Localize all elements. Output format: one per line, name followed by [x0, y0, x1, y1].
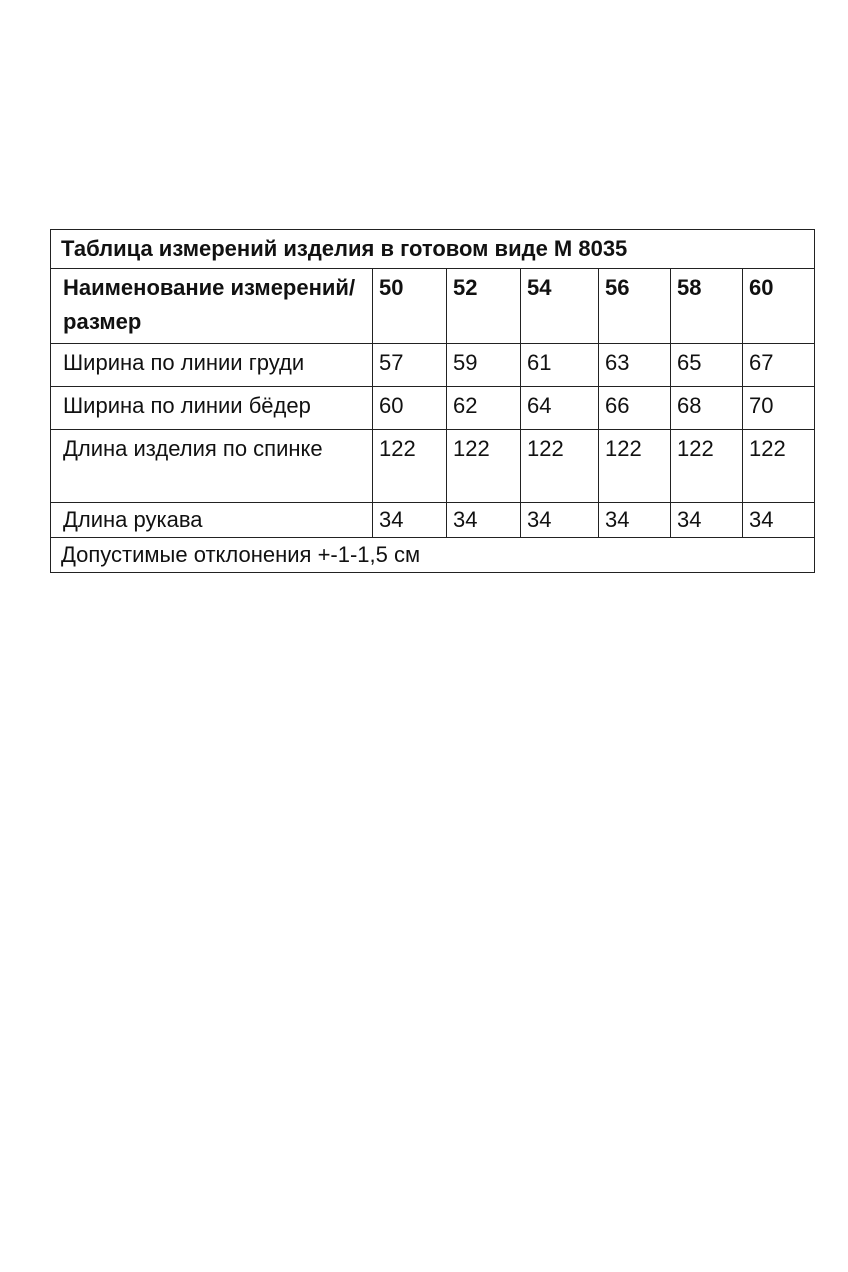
size-header: 52	[447, 269, 521, 344]
table-cell: 122	[373, 430, 447, 503]
table-cell: 63	[599, 344, 671, 387]
size-header: 50	[373, 269, 447, 344]
tolerance-note: Допустимые отклонения +-1-1,5 см	[51, 538, 815, 573]
row-name: Длина рукава	[51, 503, 373, 538]
table-cell: 64	[521, 387, 599, 430]
size-header: 58	[671, 269, 743, 344]
table-cell: 34	[599, 503, 671, 538]
table-cell: 61	[521, 344, 599, 387]
table-cell: 122	[671, 430, 743, 503]
table-title: Таблица измерений изделия в готовом виде М 8035	[51, 230, 815, 269]
table-cell: 122	[599, 430, 671, 503]
table-cell: 34	[447, 503, 521, 538]
table-cell: 34	[521, 503, 599, 538]
table-cell: 62	[447, 387, 521, 430]
size-header: 60	[743, 269, 815, 344]
table-row	[51, 344, 815, 387]
table-cell: 60	[373, 387, 447, 430]
measurements-table	[50, 229, 815, 573]
table-row	[51, 430, 815, 503]
row-name: Ширина по линии груди	[51, 344, 373, 387]
table-cell: 57	[373, 344, 447, 387]
header-label: Наименование измерений/размер	[51, 269, 373, 344]
table-cell: 59	[447, 344, 521, 387]
row-name: Длина изделия по спинке	[51, 430, 373, 503]
table-cell: 67	[743, 344, 815, 387]
size-header: 56	[599, 269, 671, 344]
table-title-row	[51, 230, 815, 269]
table-cell: 34	[743, 503, 815, 538]
table-cell: 122	[743, 430, 815, 503]
size-header: 54	[521, 269, 599, 344]
table-cell: 122	[447, 430, 521, 503]
table-cell: 122	[521, 430, 599, 503]
table-row	[51, 387, 815, 430]
table-cell: 34	[671, 503, 743, 538]
table-cell: 34	[373, 503, 447, 538]
table-row	[51, 503, 815, 538]
table-header-row	[51, 269, 815, 344]
row-name: Ширина по линии бёдер	[51, 387, 373, 430]
table-cell: 66	[599, 387, 671, 430]
table-cell: 65	[671, 344, 743, 387]
table-note-row	[51, 538, 815, 573]
table-cell: 68	[671, 387, 743, 430]
table-cell: 70	[743, 387, 815, 430]
